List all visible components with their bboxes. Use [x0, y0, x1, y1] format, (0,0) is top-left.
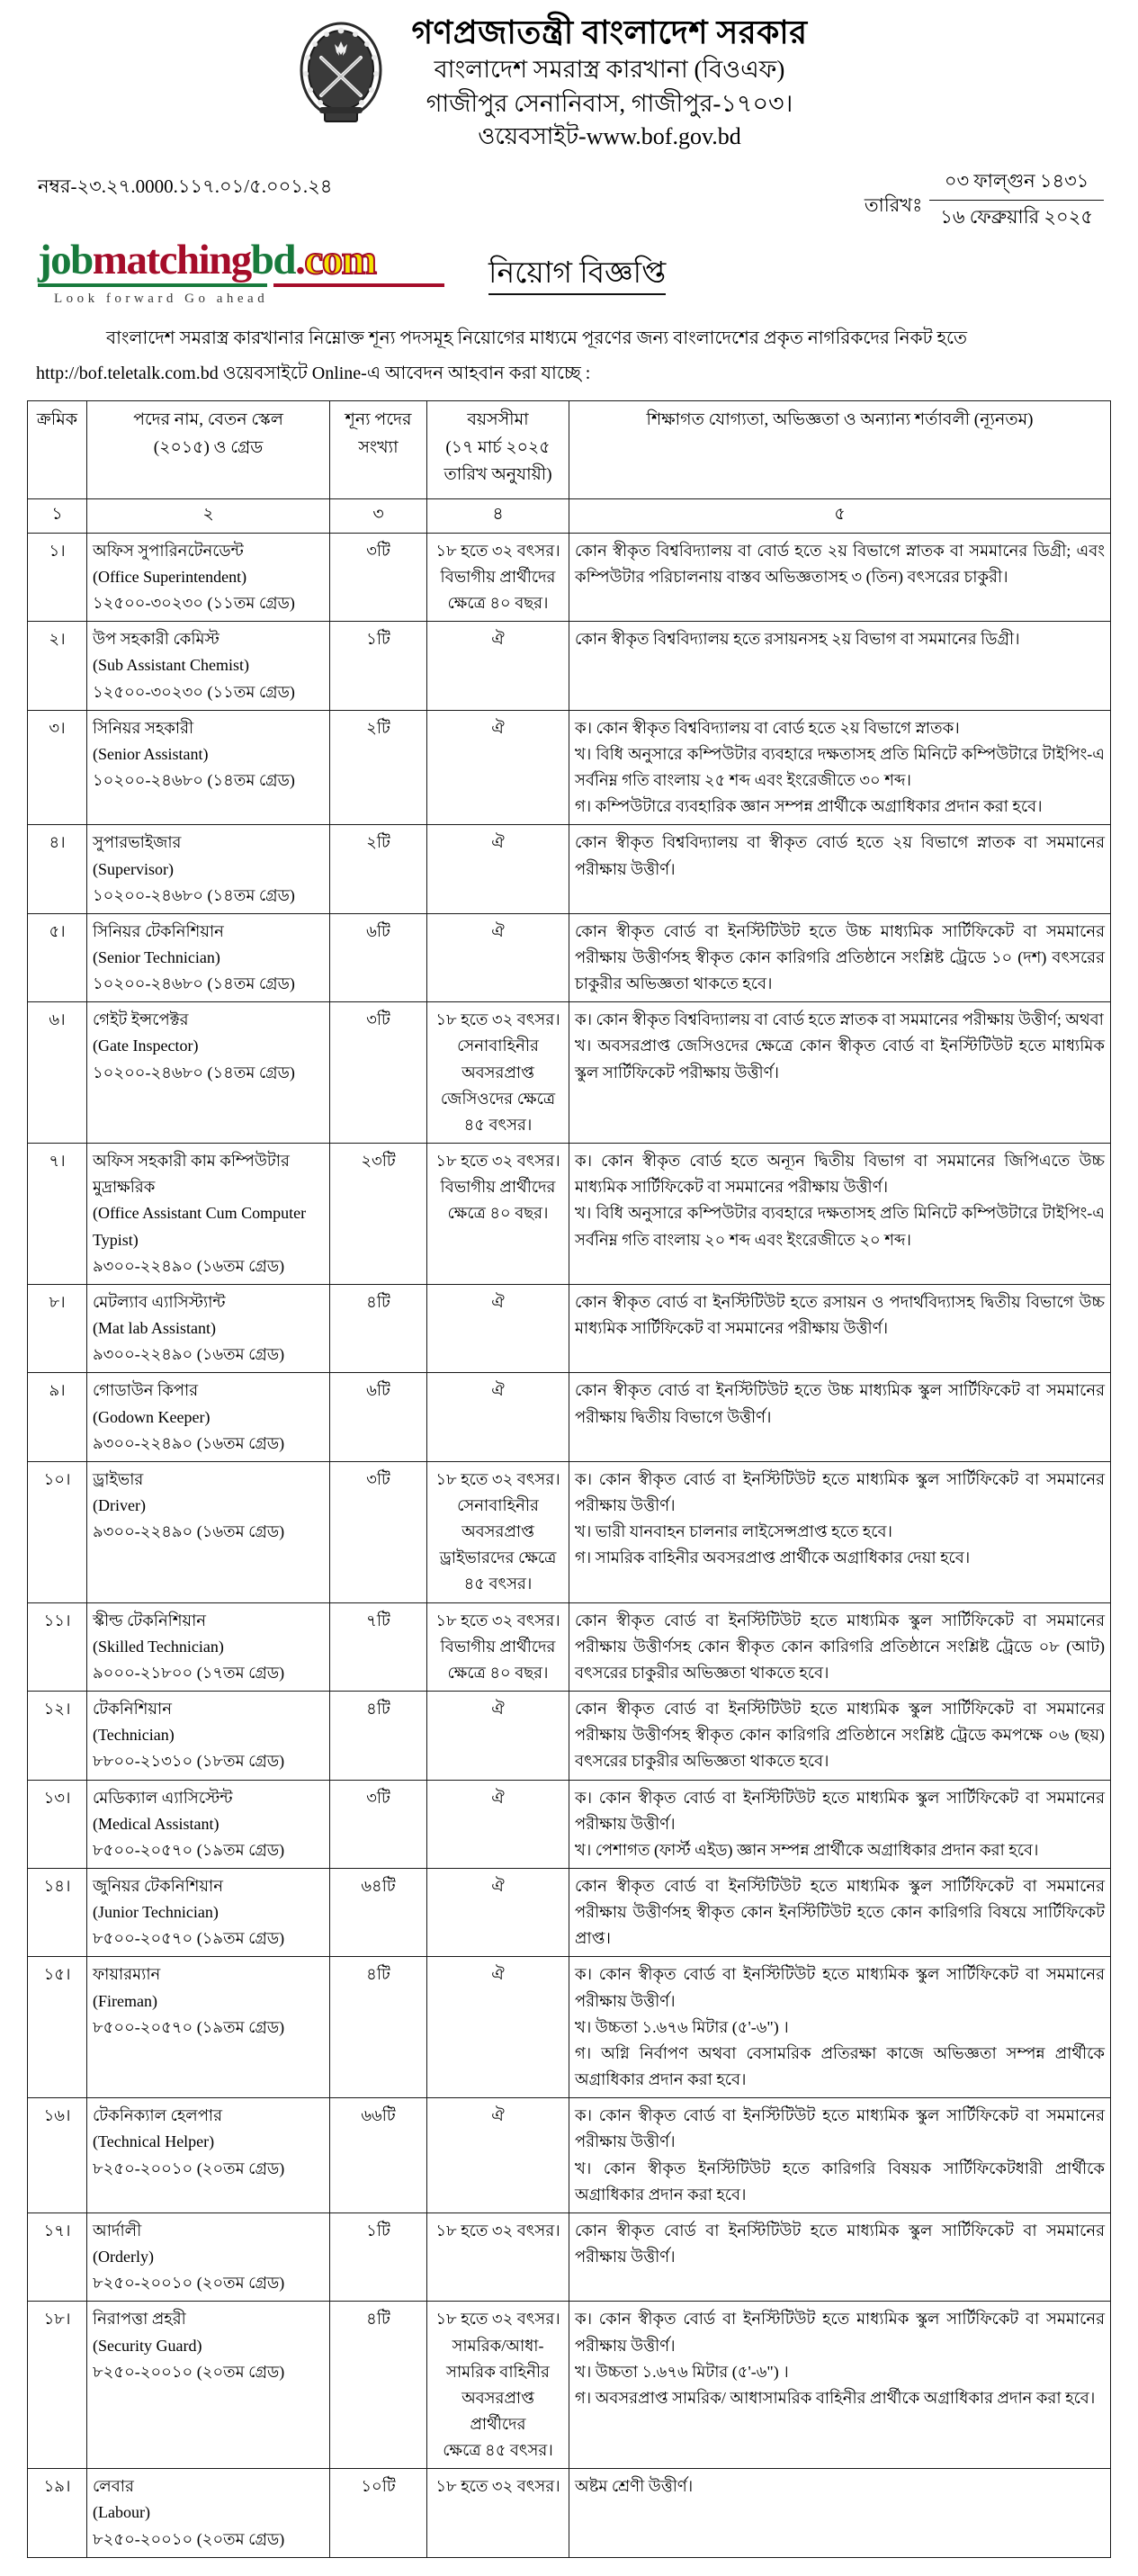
- qualification-line: ক। কোন স্বীকৃত বোর্ড বা ইনস্টিটিউট হতে মাধ্যমিক স্কুল সার্টিফিকেট বা সমমানের পরীক্ষায় উত্তীর্ণ।: [575, 2310, 1105, 2355]
- qualification-line: খ। কোন স্বীকৃত ইনস্টিটিউট হতে কারিগরি বিষয়ক সার্টিফিকেটধারী প্রার্থীকে অগ্রাধিকার প্রদান করা হবে।: [575, 2159, 1105, 2204]
- cell-serial: ১১।: [28, 1602, 87, 1691]
- cell-qualification: [569, 1602, 1111, 1691]
- watermark-matching: matching: [92, 236, 251, 283]
- cell-serial: ১৬।: [28, 2098, 87, 2213]
- organization-address: গাজীপুর সেনানিবাস, গাজীপুর-১৭০৩।: [426, 89, 793, 117]
- qualification-line: অষ্টম শ্রেণী উত্তীর্ণ।: [575, 2477, 694, 2496]
- qualification-line: খ। ভারী যানবাহন চালনার লাইসেন্সপ্রাপ্ত হতে হবে।: [575, 1522, 892, 1541]
- cell-vacancies: ৪টি: [330, 1957, 427, 2098]
- qualification-line: খ। বিধি অনুসারে কম্পিউটার ব্যবহারে দক্ষতাসহ প্রতি মিনিটে কম্পিউটারে টাইপিং-এ সর্বনিম্ন গতি বাংলায় ২৫ শব্দ এবং ইংরেজীতে ৩০ শব্দ।: [575, 744, 1105, 790]
- cell-post-name: [87, 2098, 330, 2213]
- post-name-english: (Driver): [93, 1495, 146, 1514]
- cell-qualification: [569, 1284, 1111, 1372]
- cell-vacancies: ৩টি: [330, 1002, 427, 1144]
- col-header-age-limit: [427, 400, 569, 498]
- cell-post-name: [87, 2469, 330, 2557]
- date-english: ১৬ ফেব্রুয়ারি ২০২৫: [940, 205, 1093, 228]
- pay-scale-grade: ৯৩০০-২২৪৯০ (১৬তম গ্রেড): [93, 1256, 285, 1275]
- cell-age-limit: [427, 2098, 569, 2213]
- qualification-line: খ। উচ্চতা ১.৬৭৬ মিটার (৫'-৬") ।: [575, 2362, 789, 2381]
- watermark-rules: [38, 283, 447, 287]
- post-name-bangla: ড্রাইভার: [93, 1469, 144, 1488]
- age-limit-line: ঐ: [491, 1877, 505, 1896]
- cell-age-limit: [427, 533, 569, 621]
- age-limit-line: বিভাগীয় প্রার্থীদের: [440, 1637, 556, 1656]
- col-header-age-l1: বয়সসীমা: [467, 409, 529, 429]
- cell-age-limit: [427, 2302, 569, 2469]
- cell-post-name: [87, 533, 330, 621]
- post-name-english: (Gate Inspector): [93, 1037, 199, 1055]
- cell-vacancies: ৪টি: [330, 2302, 427, 2469]
- cell-vacancies: ৬৪টি: [330, 1869, 427, 1957]
- cell-age-limit: [427, 710, 569, 825]
- table-row: [28, 825, 1111, 913]
- cell-serial: ১৫।: [28, 1957, 87, 2098]
- intro-line-1: বাংলাদেশ সমরাস্ত্র কারখানার নিম্নোক্ত শূন্য পদসমূহ নিয়োগের মাধ্যমে পূরণের জন্য বাংলাদেশের প্রকৃত নাগরিকদের নিকট হতে: [106, 328, 968, 348]
- intro-line-2: http://bof.teletalk.com.bd ওয়েবসাইটে Online-এ আবেদন আহবান করা যাচ্ছে :: [36, 363, 591, 383]
- table-head: [28, 400, 1111, 533]
- watermark-dot: .: [295, 236, 305, 283]
- table-row: [28, 913, 1111, 1001]
- age-limit-line: বিভাগীয় প্রার্থীদের: [440, 1178, 556, 1197]
- cell-vacancies: ৭টি: [330, 1602, 427, 1691]
- table-row: [28, 1957, 1111, 2098]
- cell-age-limit: [427, 2469, 569, 2557]
- post-name-english: (Technician): [93, 1726, 175, 1745]
- cell-serial: ৯।: [28, 1373, 87, 1461]
- qualification-line: খ। উচ্চতা ১.৬৭৬ মিটার (৫'-৬") ।: [575, 2017, 789, 2036]
- qualification-line: ক। কোন স্বীকৃত বিশ্ববিদ্যালয় বা বোর্ড হতে ২য় বিভাগে স্নাতক।: [575, 718, 960, 737]
- cell-qualification: [569, 2098, 1111, 2213]
- watermark-bd: bd: [250, 236, 296, 283]
- cell-vacancies: ১টি: [330, 2212, 427, 2301]
- cell-post-name: [87, 2212, 330, 2301]
- pay-scale-grade: ৮২৫০-২০০১০ (২০তম গ্রেড): [93, 2362, 285, 2381]
- pay-scale-grade: ৮৫০০-২০৫৭০ (১৯তম গ্রেড): [93, 2017, 285, 2036]
- post-name-english: (Security Guard): [93, 2336, 202, 2355]
- memo-number: নম্বর-২৩.২৭.0000.১১৭.০১/৫.০০১.২৪: [38, 175, 333, 197]
- post-name-bangla: মেডিক্যাল এ্যাসিস্টেন্ট: [93, 1788, 233, 1807]
- cell-qualification: [569, 1461, 1111, 1602]
- post-name-bangla: নিরাপত্তা প্রহরী: [93, 2310, 186, 2329]
- col-header-post-name: [87, 400, 330, 498]
- post-name-english: (Fireman): [93, 1991, 157, 2010]
- cell-age-limit: [427, 1373, 569, 1461]
- cell-post-name: [87, 1780, 330, 1868]
- age-limit-line: ১৮ হতে ৩২ বৎসর।: [435, 2310, 560, 2329]
- qualification-line: গ। অগ্নি নির্বাপণ অথবা বেসামরিক প্রতিরক্ষা কাজে অভিজ্ঞতা সম্পন্ন প্রার্থীকে অগ্রাধিকার প্রদান করা হবে।: [575, 2043, 1105, 2089]
- watermark-rule-left: [38, 283, 267, 287]
- age-limit-line: জেসিওদের ক্ষেত্রে: [440, 1089, 556, 1108]
- cell-age-limit: [427, 2212, 569, 2301]
- cell-vacancies: ৪টি: [330, 1692, 427, 1780]
- table-row: [28, 1780, 1111, 1868]
- post-name-bangla: উপ সহকারী কেমিস্ট: [93, 630, 220, 649]
- post-name-bangla: টেকনিশিয়ান: [93, 1700, 172, 1719]
- cell-age-limit: [427, 1144, 569, 1285]
- cell-vacancies: ৪টি: [330, 1284, 427, 1372]
- cell-qualification: [569, 1002, 1111, 1144]
- cell-qualification: [569, 2212, 1111, 2301]
- cell-qualification: [569, 533, 1111, 621]
- cell-age-limit: [427, 1602, 569, 1691]
- table-row: [28, 1692, 1111, 1780]
- col-header-vacancies-l2: সংখ্যা: [358, 437, 399, 457]
- pay-scale-grade: ৯০০০-২১৮০০ (১৭তম গ্রেড): [93, 1663, 285, 1682]
- col-header-post-name-l2: (২০১৫) ও গ্রেড: [153, 437, 264, 457]
- qualification-line: কোন স্বীকৃত বোর্ড বা ইনস্টিটিউট হতে রসায়ন ও পদার্থবিদ্যাসহ দ্বিতীয় বিভাগে উচ্চ মাধ্যমিক সার্টিফিকেট বা সমমানের পরীক্ষায় উত্তীর্ণ।: [575, 1292, 1105, 1338]
- qualification-line: কোন স্বীকৃত বিশ্ববিদ্যালয় বা স্বীকৃত বোর্ড হতে ২য় বিভাগে স্নাতক বা সমমানের পরীক্ষায় উত্তীর্ণ।: [575, 833, 1105, 878]
- qualification-line: কোন স্বীকৃত বোর্ড বা ইনস্টিটিউট হতে মাধ্যমিক স্কুল সার্টিফিকেট বা সমমানের পরীক্ষায় উত্তীর্ণসহ স্বীকৃত কোন কারিগরি প্রতিষ্ঠানে সংশ্লিষ্ট ট্রেডে কমপক্ষে ০৬ (ছয়) বৎসরের চাকুরীর অভিজ্ঞতা থাকতে হবে।: [575, 1700, 1105, 1771]
- cell-age-limit: [427, 913, 569, 1001]
- pay-scale-grade: ৮৫০০-২০৫৭০ (১৯তম গ্রেড): [93, 1929, 285, 1948]
- col-number-2: ২: [87, 499, 330, 534]
- cell-vacancies: ২টি: [330, 825, 427, 913]
- cell-post-name: [87, 1373, 330, 1461]
- cell-vacancies: ৩টি: [330, 533, 427, 621]
- col-header-age-l2: (১৭ মার্চ ২০২৫: [445, 437, 551, 457]
- cell-post-name: [87, 1144, 330, 1285]
- qualification-line: ক। কোন স্বীকৃত বোর্ড বা ইনস্টিটিউট হতে মাধ্যমিক স্কুল সার্টিফিকেট বা সমমানের পরীক্ষায় উত্তীর্ণ।: [575, 1965, 1105, 2010]
- cell-serial: ১৮।: [28, 2302, 87, 2469]
- government-emblem-icon: [294, 18, 388, 133]
- age-limit-line: ক্ষেত্রে ৪৫ বৎসর।: [443, 2441, 553, 2460]
- table-row: [28, 1373, 1111, 1461]
- cell-vacancies: ৩টি: [330, 1461, 427, 1602]
- col-header-vacancies: [330, 400, 427, 498]
- age-limit-line: ঐ: [491, 1700, 505, 1719]
- table-column-number-row: [28, 499, 1111, 534]
- qualification-line: কোন স্বীকৃত বোর্ড বা ইনস্টিটিউট হতে মাধ্যমিক স্কুল সার্টিফিকেট বা সমমানের পরীক্ষায় উত্তীর্ণসহ কোন স্বীকৃত কোন কারিগরি প্রতিষ্ঠানে সংশ্লিষ্ট ট্রেডে ০৮ (আট) বৎসরের চাকুরীর অভিজ্ঞতা থাকতে হবে।: [575, 1611, 1105, 1682]
- cell-post-name: [87, 913, 330, 1001]
- post-name-bangla: সিনিয়র টেকনিশিয়ান: [93, 921, 224, 940]
- qualification-line: খ। বিধি অনুসারে কম্পিউটার ব্যবহারে দক্ষতাসহ প্রতি মিনিটে কম্পিউটারে টাইপিং-এ সর্বনিম্ন গতি বাংলায় ২০ শব্দ এবং ইংরেজীতে ২০ শব্দ।: [575, 1204, 1105, 1249]
- post-name-english: (Junior Technician): [93, 1903, 219, 1922]
- col-header-post-name-l1: পদের নাম, বেতন স্কেল: [133, 409, 283, 429]
- post-name-english: (Orderly): [93, 2248, 154, 2266]
- pay-scale-grade: ১০২০০-২৪৬৮০ (১৪তম গ্রেড): [93, 771, 295, 790]
- pay-scale-grade: ৯৩০০-২২৪৯০ (১৬তম গ্রেড): [93, 1522, 285, 1541]
- cell-age-limit: [427, 1957, 569, 2098]
- qualification-line: গ। অবসরপ্রাপ্ত সামরিক/ আধাসামরিক বাহিনীর প্রার্থীকে অগ্রাধিকার প্রদান করা হবে।: [575, 2388, 1096, 2407]
- cell-vacancies: ৬৬টি: [330, 2098, 427, 2213]
- table-row: [28, 2469, 1111, 2557]
- qualification-line: কোন স্বীকৃত বিশ্ববিদ্যালয় বা বোর্ড হতে ২য় বিভাগে স্নাতক বা সমমানের ডিগ্রী; এবং কম্পিউটার পরিচালনায় বাস্তব অভিজ্ঞতাসহ ৩ (তিন) বৎসরের চাকুরী।: [575, 541, 1105, 586]
- cell-serial: ১।: [28, 533, 87, 621]
- cell-serial: ১৪।: [28, 1869, 87, 1957]
- cell-serial: ২।: [28, 622, 87, 710]
- col-header-qualification: শিক্ষাগত যোগ্যতা, অভিজ্ঞতা ও অন্যান্য শর্তাবলী (ন্যূনতম): [569, 400, 1111, 498]
- cell-serial: ১৭।: [28, 2212, 87, 2301]
- cell-qualification: [569, 1373, 1111, 1461]
- watermark-wordmark: [38, 236, 447, 283]
- date-label: তারিখঃ: [864, 193, 923, 216]
- cell-qualification: [569, 1869, 1111, 1957]
- intro-paragraph: [27, 321, 1111, 391]
- post-name-english: (Technical Helper): [93, 2132, 215, 2151]
- cell-serial: ৬।: [28, 1002, 87, 1144]
- table-row: [28, 1602, 1111, 1691]
- pay-scale-grade: ১২৫০০-৩০২৩০ (১১তম গ্রেড): [93, 594, 295, 613]
- post-name-bangla: সুপারভাইজার: [93, 833, 182, 852]
- vacancy-table: [27, 400, 1111, 2558]
- watermark-tagline: Look forward Go ahead: [54, 291, 269, 306]
- age-limit-line: ঐ: [491, 630, 505, 649]
- pay-scale-grade: ৮২৫০-২০০১০ (২০তম গ্রেড): [93, 2529, 285, 2548]
- col-header-serial: ক্রমিক: [28, 400, 87, 498]
- cell-post-name: [87, 1284, 330, 1372]
- age-limit-line: অবসরপ্রাপ্ত: [461, 1522, 534, 1541]
- table-row: [28, 1869, 1111, 1957]
- table-row: [28, 2098, 1111, 2213]
- post-name-english: (Medical Assistant): [93, 1814, 220, 1833]
- age-limit-line: সামরিক বাহিনীর: [446, 2362, 550, 2381]
- pay-scale-grade: ৯৩০০-২২৪৯০ (১৬তম গ্রেড): [93, 1433, 285, 1452]
- qualification-line: কোন স্বীকৃত বোর্ড বা ইনস্টিটিউট হতে মাধ্যমিক স্কুল সার্টিফিকেট বা সমমানের পরীক্ষায় উত্তীর্ণসহ স্বীকৃত কোন ইনস্টিটিউট হতে কোন কারিগরি বিষয়ে সার্টিফিকেট প্রাপ্ত।: [575, 1877, 1105, 1948]
- pay-scale-grade: ৮২৫০-২০০১০ (২০তম গ্রেড): [93, 2159, 285, 2177]
- age-limit-line: ১৮ হতে ৩২ বৎসর।: [435, 2477, 560, 2496]
- qualification-line: খ। পেশাগত (ফার্স্ট এইড) জ্ঞান সম্পন্ন প্রার্থীকে অগ্রাধিকার প্রদান করা হবে।: [575, 1840, 1039, 1859]
- post-name-english: (Office Superintendent): [93, 567, 247, 586]
- qualification-line: কোন স্বীকৃত বোর্ড বা ইনস্টিটিউট হতে মাধ্যমিক স্কুল সার্টিফিকেট বা সমমানের পরীক্ষায় উত্তীর্ণ।: [575, 2221, 1105, 2266]
- age-limit-line: ক্ষেত্রে ৪০ বছর।: [447, 1663, 549, 1682]
- pay-scale-grade: ১০২০০-২৪৬৮০ (১৪তম গ্রেড): [93, 974, 295, 993]
- cell-serial: ৩।: [28, 710, 87, 825]
- post-name-english: (Mat lab Assistant): [93, 1319, 216, 1338]
- age-limit-line: ঐ: [491, 1292, 505, 1311]
- cell-qualification: [569, 913, 1111, 1001]
- age-limit-line: ঐ: [491, 1965, 505, 1984]
- table-row: [28, 622, 1111, 710]
- cell-post-name: [87, 1461, 330, 1602]
- cell-vacancies: ১০টি: [330, 2469, 427, 2557]
- post-name-bangla: গেইট ইন্সপেক্টর: [93, 1010, 189, 1029]
- age-limit-line: ১৮ হতে ৩২ বৎসর।: [435, 1010, 560, 1029]
- post-name-bangla: সিনিয়র সহকারী: [93, 718, 194, 737]
- organization-website: ওয়েবসাইট-www.bof.gov.bd: [478, 122, 741, 149]
- table-row: [28, 533, 1111, 621]
- cell-vacancies: ৬টি: [330, 1373, 427, 1461]
- pay-scale-grade: ৮৮০০-২১৩১০ (১৮তম গ্রেড): [93, 1752, 285, 1771]
- age-limit-line: বিভাগীয় প্রার্থীদের: [440, 567, 556, 586]
- cell-age-limit: [427, 1869, 569, 1957]
- cell-age-limit: [427, 1780, 569, 1868]
- cell-post-name: [87, 622, 330, 710]
- page-title: নিয়োগ বিজ্ঞপ্তি: [488, 238, 666, 296]
- pay-scale-grade: ১০২০০-২৪৬৮০ (১৪তম গ্রেড): [93, 885, 295, 904]
- age-limit-line: ক্ষেত্রে ৪০ বছর।: [447, 594, 549, 613]
- post-name-english: (Senior Assistant): [93, 744, 209, 763]
- table-body: [28, 533, 1111, 2557]
- post-name-english: (Senior Technician): [93, 948, 220, 967]
- post-name-bangla: টেকনিক্যাল হেলপার: [93, 2106, 223, 2125]
- cell-serial: ৪।: [28, 825, 87, 913]
- age-limit-line: ঐ: [491, 718, 505, 737]
- age-limit-line: ঐ: [491, 2106, 505, 2125]
- qualification-line: কোন স্বীকৃত বোর্ড বা ইনস্টিটিউট হতে উচ্চ মাধ্যমিক সার্টিফিকেট বা সমমানের পরীক্ষায় উত্তীর্ণসহ স্বীকৃত কোন কারিগরি প্রতিষ্ঠানে সংশ্লিষ্ট ট্রেডে ১০ (দশ) বৎসরের চাকুরীর অভিজ্ঞতা থাকতে হবে।: [575, 921, 1105, 993]
- post-name-english: (Office Assistant Cum Computer Typist): [93, 1204, 307, 1249]
- age-limit-line: সেনাবাহিনীর: [457, 1495, 539, 1514]
- cell-vacancies: ১টি: [330, 622, 427, 710]
- cell-post-name: [87, 1692, 330, 1780]
- post-name-bangla: গোডাউন কিপার: [93, 1381, 199, 1400]
- table-row: [28, 2302, 1111, 2469]
- cell-age-limit: [427, 1284, 569, 1372]
- col-number-4: ৪: [427, 499, 569, 534]
- table-row: [28, 1144, 1111, 1285]
- qualification-line: ক। কোন স্বীকৃত বোর্ড হতে অন্যূন দ্বিতীয় বিভাগ বা সমমানের জিপিএতে উচ্চ মাধ্যমিক সার্টিফিকেট বা সমমানের পরীক্ষায় উত্তীর্ণ।: [575, 1152, 1105, 1197]
- age-limit-line: ১৮ হতে ৩২ বৎসর।: [435, 541, 560, 560]
- age-limit-line: ১৮ হতে ৩২ বৎসর।: [435, 2221, 560, 2239]
- qualification-line: কোন স্বীকৃত বিশ্ববিদ্যালয় হতে রসায়নসহ ২য় বিভাগ বা সমমানের ডিগ্রী।: [575, 630, 1020, 649]
- age-limit-line: অবসরপ্রাপ্ত: [461, 1063, 534, 1082]
- post-name-bangla: স্কীল্ড টেকনিশিয়ান: [93, 1611, 207, 1629]
- post-name-english: (Labour): [93, 2503, 150, 2522]
- cell-qualification: [569, 710, 1111, 825]
- age-limit-line: ঐ: [491, 921, 505, 940]
- pay-scale-grade: ১০২০০-২৪৬৮০ (১৪তম গ্রেড): [93, 1063, 295, 1082]
- pay-scale-grade: ৯৩০০-২২৪৯০ (১৬তম গ্রেড): [93, 1345, 285, 1364]
- col-header-vacancies-l1: শূন্য পদের: [345, 409, 412, 429]
- post-name-english: (Godown Keeper): [93, 1407, 211, 1426]
- age-limit-line: ১৮ হতে ৩২ বৎসর।: [435, 1152, 560, 1171]
- pay-scale-grade: ৮২৫০-২০০১০ (২০তম গ্রেড): [93, 2274, 285, 2293]
- cell-serial: ১৩।: [28, 1780, 87, 1868]
- date-bangla: ০৩ ফাল্গুন ১৪৩১: [944, 169, 1089, 192]
- post-name-english: (Skilled Technician): [93, 1637, 224, 1656]
- age-limit-line: ড্রাইভারদের ক্ষেত্রে: [439, 1548, 557, 1567]
- cell-post-name: [87, 2302, 330, 2469]
- cell-qualification: [569, 2302, 1111, 2469]
- qualification-line: ক। কোন স্বীকৃত বোর্ড বা ইনস্টিটিউট হতে মাধ্যমিক স্কুল সার্টিফিকেট বা সমমানের পরীক্ষায় উত্তীর্ণ।: [575, 2106, 1105, 2151]
- pay-scale-grade: ৮৫০০-২০৫৭০ (১৯তম গ্রেড): [93, 1840, 285, 1859]
- qualification-line: খ। অবসরপ্রাপ্ত জেসিওদের ক্ষেত্রে কোন স্বীকৃত বোর্ড বা ইনস্টিটিউট হতে মাধ্যমিক স্কুল সার্টিফিকেট পরীক্ষায় উত্তীর্ণ।: [575, 1037, 1105, 1082]
- cell-post-name: [87, 1602, 330, 1691]
- cell-qualification: [569, 1957, 1111, 2098]
- organization-name: বাংলাদেশ সমরাস্ত্র কারখানা (বিওএফ): [434, 56, 785, 84]
- date-block: [865, 166, 1104, 234]
- cell-qualification: [569, 825, 1111, 913]
- qualification-line: ক। কোন স্বীকৃত বিশ্ববিদ্যালয় বা বোর্ড হতে স্নাতক বা সমমানের পরীক্ষায় উত্তীর্ণ; অথবা: [575, 1010, 1104, 1029]
- cell-age-limit: [427, 1461, 569, 1602]
- age-limit-line: ১৮ হতে ৩২ বৎসর।: [435, 1469, 560, 1488]
- qualification-line: গ। সামরিক বাহিনীর অবসরপ্রাপ্ত প্রার্থীকে অগ্রাধিকার দেয়া হবে।: [575, 1548, 971, 1567]
- age-limit-line: ঐ: [491, 1788, 505, 1807]
- age-limit-line: ঐ: [491, 833, 505, 852]
- cell-age-limit: [427, 1002, 569, 1144]
- qualification-line: গ। কম্পিউটারে ব্যবহারিক জ্ঞান সম্পন্ন প্রার্থীকে অগ্রাধিকার প্রদান করা হবে।: [575, 797, 1043, 816]
- qualification-line: ক। কোন স্বীকৃত বোর্ড বা ইনস্টিটিউট হতে মাধ্যমিক স্কুল সার্টিফিকেট বা সমমানের পরীক্ষায় উত্তীর্ণ।: [575, 1788, 1105, 1833]
- age-limit-line: ৪৫ বৎসর।: [463, 1115, 533, 1134]
- memo-row: [27, 166, 1111, 234]
- col-number-3: ৩: [330, 499, 427, 534]
- post-name-bangla: অফিস সহকারী কাম কম্পিউটার মুদ্রাক্ষরিক: [93, 1152, 290, 1197]
- age-limit-line: ঐ: [491, 1381, 505, 1400]
- cell-vacancies: ৬টি: [330, 913, 427, 1001]
- watermark-com: com: [304, 236, 376, 283]
- jobmatchingbd-watermark-logo: [38, 238, 447, 307]
- cell-qualification: [569, 2469, 1111, 2557]
- col-number-1: ১: [28, 499, 87, 534]
- cell-vacancies: ২৩টি: [330, 1144, 427, 1285]
- cell-vacancies: ২টি: [330, 710, 427, 825]
- watermark-job: job: [38, 236, 93, 283]
- age-limit-line: সামরিক/আধা-: [452, 2336, 544, 2355]
- cell-post-name: [87, 710, 330, 825]
- cell-serial: ১০।: [28, 1461, 87, 1602]
- post-name-bangla: জুনিয়র টেকনিশিয়ান: [93, 1877, 223, 1896]
- post-name-english: (Supervisor): [93, 859, 174, 878]
- cell-post-name: [87, 1957, 330, 2098]
- cell-post-name: [87, 1002, 330, 1144]
- cell-qualification: [569, 1692, 1111, 1780]
- cell-qualification: [569, 1780, 1111, 1868]
- age-limit-line: সেনাবাহিনীর: [457, 1037, 539, 1055]
- post-name-bangla: ফায়ারম্যান: [93, 1965, 161, 1984]
- title-row: [27, 238, 1111, 307]
- post-name-bangla: আর্দালী: [93, 2221, 142, 2239]
- age-limit-line: অবসরপ্রাপ্ত প্রার্থীদের: [461, 2388, 534, 2433]
- post-name-bangla: অফিস সুপারিনটেনডেন্ট: [93, 541, 244, 560]
- cell-vacancies: ৩টি: [330, 1780, 427, 1868]
- cell-serial: ১২।: [28, 1692, 87, 1780]
- post-name-bangla: মেটল্যাব এ্যাসিস্ট্যান্ট: [93, 1292, 226, 1311]
- table-row: [28, 1461, 1111, 1602]
- age-limit-line: ৪৫ বৎসর।: [463, 1575, 533, 1593]
- table-row: [28, 710, 1111, 825]
- post-name-english: (Sub Assistant Chemist): [93, 656, 250, 675]
- cell-serial: ৭।: [28, 1144, 87, 1285]
- age-limit-line: ১৮ হতে ৩২ বৎসর।: [435, 1611, 560, 1629]
- cell-qualification: [569, 622, 1111, 710]
- pay-scale-grade: ১২৫০০-৩০২৩০ (১১তম গ্রেড): [93, 682, 295, 701]
- cell-serial: ১৯।: [28, 2469, 87, 2557]
- qualification-line: কোন স্বীকৃত বোর্ড বা ইনস্টিটিউট হতে উচ্চ মাধ্যমিক স্কুল সার্টিফিকেট বা সমমানের পরীক্ষায় দ্বিতীয় বিভাগে উত্তীর্ণ।: [575, 1381, 1105, 1426]
- col-number-5: ৫: [569, 499, 1111, 534]
- table-row: [28, 2212, 1111, 2301]
- document-header: [27, 7, 1111, 154]
- col-header-age-l3: তারিখ অনুযায়ী): [444, 465, 552, 485]
- watermark-rule-right: [273, 283, 444, 287]
- post-name-bangla: লেবার: [93, 2477, 134, 2496]
- date-stack: [929, 166, 1104, 234]
- cell-age-limit: [427, 622, 569, 710]
- cell-post-name: [87, 1869, 330, 1957]
- age-limit-line: ক্ষেত্রে ৪০ বছর।: [447, 1204, 549, 1223]
- cell-serial: ৫।: [28, 913, 87, 1001]
- cell-post-name: [87, 825, 330, 913]
- table-header-row: [28, 400, 1111, 498]
- cell-qualification: [569, 1144, 1111, 1285]
- cell-serial: ৮।: [28, 1284, 87, 1372]
- table-row: [28, 1284, 1111, 1372]
- table-row: [28, 1002, 1111, 1144]
- qualification-line: ক। কোন স্বীকৃত বোর্ড বা ইনস্টিটিউট হতে মাধ্যমিক স্কুল সার্টিফিকেট বা সমমানের পরীক্ষায় উত্তীর্ণ।: [575, 1469, 1105, 1514]
- cell-age-limit: [427, 1692, 569, 1780]
- cell-age-limit: [427, 825, 569, 913]
- government-title: গণপ্রজাতন্ত্রী বাংলাদেশ সরকার: [411, 14, 808, 50]
